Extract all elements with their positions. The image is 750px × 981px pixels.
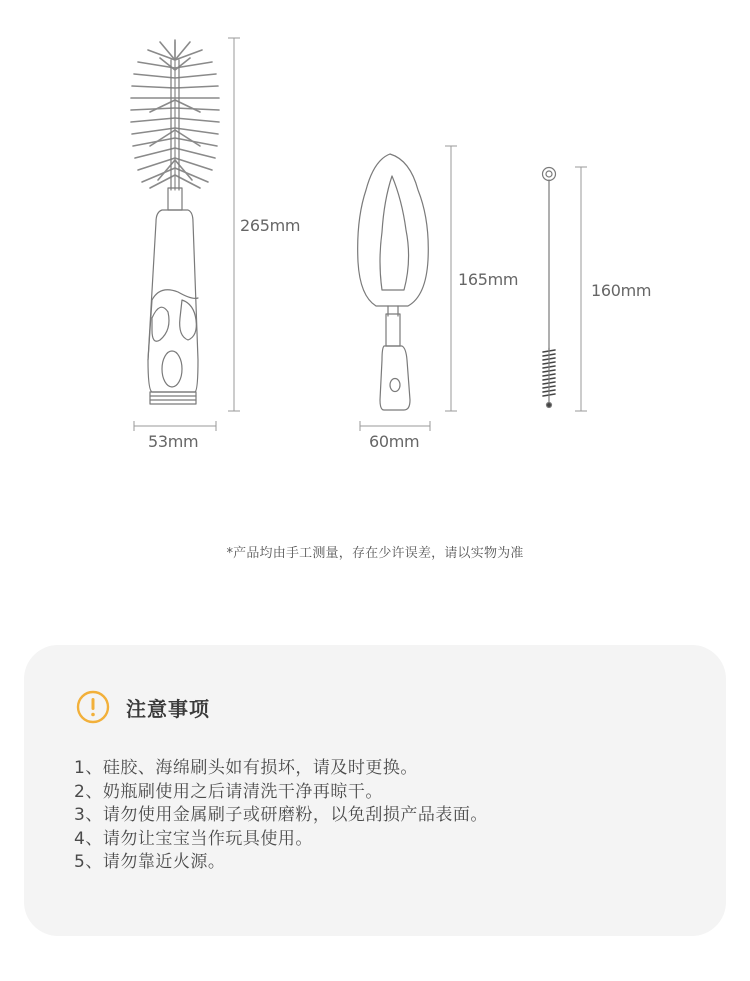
- dimension-lines: [134, 38, 587, 431]
- bottle-brush-drawing: [131, 40, 219, 404]
- notice-card: [24, 645, 726, 936]
- brush1-height-label: 265mm: [240, 216, 301, 235]
- product-dimension-figure: [0, 0, 750, 470]
- notice-item: 5、请勿靠近火源。: [74, 852, 226, 872]
- notice-header: [76, 690, 210, 724]
- sponge-brush-drawing: [358, 154, 429, 410]
- notice-item: 4、请勿让宝宝当作玩具使用。: [74, 828, 313, 849]
- warning-circle-icon: [76, 690, 110, 724]
- product-line-drawing: [0, 0, 750, 470]
- measurement-disclaimer: *产品均由手工测量，存在少许误差，请以实物为准: [226, 546, 524, 561]
- notice-item: 3、请勿使用金属刷子或研磨粉，以免刮损产品表面。: [74, 805, 488, 825]
- notice-item: 2、奶瓶刷使用之后请清洗干净再晾干。: [74, 781, 383, 802]
- notice-item: 1、硅胶、海绵刷头如有损坏，请及时更换。: [74, 758, 418, 778]
- notice-title: 注意事项: [126, 696, 210, 721]
- straw-brush-drawing: [543, 168, 556, 408]
- brush3-height-label: 160mm: [591, 281, 652, 300]
- notice-list: [74, 757, 488, 875]
- brush2-height-label: 165mm: [458, 270, 519, 289]
- brush2-width-label: 60mm: [369, 432, 420, 451]
- brush1-width-label: 53mm: [148, 432, 199, 451]
